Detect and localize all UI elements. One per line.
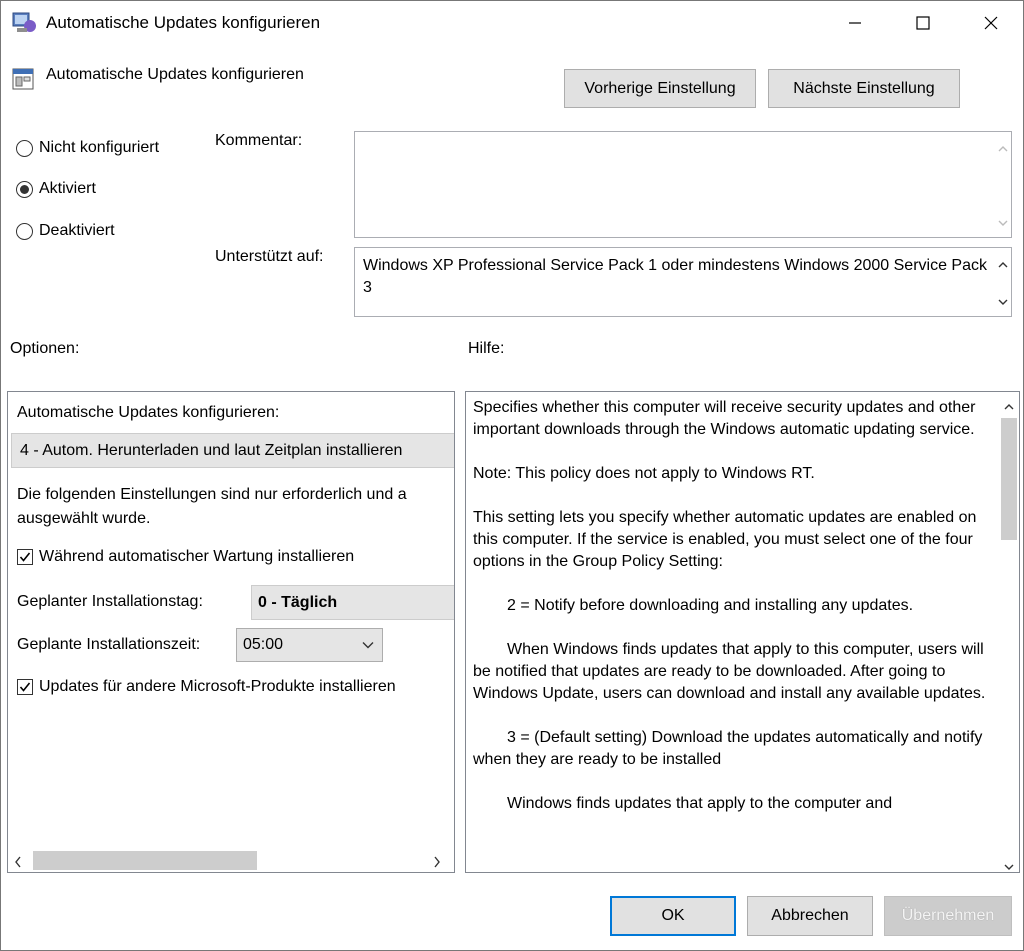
radio-circle[interactable] [16, 223, 33, 240]
ok-button[interactable]: OK [610, 896, 736, 936]
help-section-label: Hilfe: [468, 340, 505, 357]
checkmark-icon [19, 551, 31, 563]
maximize-icon [915, 15, 931, 31]
minimize-button[interactable] [832, 0, 878, 46]
supported-on-box [354, 247, 1012, 317]
settings-note-line1: Die folgenden Einstellungen sind nur erforderlich und a [17, 486, 407, 503]
radio-circle[interactable] [16, 140, 33, 157]
help-panel [465, 391, 1020, 873]
setting-title: Automatische Updates konfigurieren [46, 66, 304, 83]
help-text [473, 397, 995, 837]
apply-button: Übernehmen [884, 896, 1012, 936]
help-paragraph: Specifies whether this computer will receive security updates and other important downloads through the Windows automatic updating service. [473, 399, 976, 438]
scroll-down-arrow-icon[interactable] [994, 293, 1011, 310]
comment-textarea[interactable] [354, 131, 1012, 238]
other-products-checkbox[interactable] [17, 678, 396, 696]
scrollbar-thumb[interactable] [1001, 418, 1017, 540]
next-setting-button[interactable]: Nächste Einstellung [768, 69, 960, 108]
radio-label: Aktiviert [39, 180, 96, 197]
help-paragraph: This setting lets you specify whether automatic updates are enabled on this computer. If the service is enabled, you must select one of the four options in the Group Policy Setting: [473, 509, 977, 570]
policy-setting-icon [12, 68, 34, 90]
configure-updates-value: 4 - Autom. Herunterladen und laut Zeitplan installieren [20, 441, 403, 459]
radio-label: Deaktiviert [39, 222, 115, 239]
checkbox-box[interactable] [17, 549, 33, 565]
close-button[interactable] [968, 0, 1014, 46]
install-day-label: Geplanter Installationstag: [17, 593, 203, 610]
scroll-down-arrow-icon[interactable] [1004, 858, 1014, 866]
help-paragraph: 2 = Notify before downloading and installing any updates. [507, 597, 914, 614]
options-horizontal-scrollbar[interactable] [8, 849, 454, 873]
scroll-down-arrow-icon[interactable] [994, 214, 1011, 231]
chevron-down-icon [362, 641, 374, 649]
checkmark-icon [19, 681, 31, 693]
cancel-button[interactable]: Abbrechen [747, 896, 873, 936]
scroll-up-arrow-icon[interactable] [994, 256, 1011, 273]
radio-enabled[interactable] [16, 180, 96, 198]
radio-not-configured[interactable] [16, 139, 159, 157]
checkbox-box[interactable] [17, 679, 33, 695]
scroll-left-arrow-icon[interactable] [14, 855, 24, 867]
settings-note-line2: ausgewählt wurde. [17, 510, 151, 527]
install-day-combobox[interactable] [251, 585, 455, 620]
help-paragraph: When Windows finds updates that apply to this computer, users will be notified that updates are ready to be downloaded. After going to Windows Update, users can download and install any available updates. [473, 641, 986, 702]
group-policy-app-icon [12, 11, 38, 35]
maximize-button[interactable] [900, 0, 946, 46]
scrollbar-thumb[interactable] [33, 851, 257, 870]
supported-on-label: Unterstützt auf: [215, 248, 324, 265]
radio-label: Nicht konfiguriert [39, 139, 160, 156]
radio-disabled[interactable] [16, 222, 115, 240]
maintenance-install-checkbox[interactable] [17, 548, 354, 566]
scroll-right-arrow-icon[interactable] [433, 855, 443, 867]
configure-updates-combobox[interactable] [11, 433, 455, 468]
minimize-icon [847, 15, 863, 31]
scroll-up-arrow-icon[interactable] [994, 140, 1011, 157]
comment-value [355, 132, 1011, 140]
checkbox-label: Während automatischer Wartung installieren [39, 548, 355, 565]
install-time-select[interactable] [236, 628, 383, 662]
help-paragraph: Note: This policy does not apply to Windows RT. [473, 465, 815, 482]
comment-label: Kommentar: [215, 132, 303, 149]
radio-circle[interactable] [16, 181, 33, 198]
help-vertical-scrollbar[interactable] [999, 392, 1019, 872]
options-section-label: Optionen: [10, 340, 80, 357]
previous-setting-button[interactable]: Vorherige Einstellung [564, 69, 756, 108]
supported-on-value: Windows XP Professional Service Pack 1 oder mindestens Windows 2000 Service Pack 3 [363, 257, 987, 296]
help-paragraph: 3 = (Default setting) Download the updates automatically and notify when they are ready to be installed [473, 729, 983, 768]
comment-scrollbar[interactable] [994, 132, 1011, 237]
window-title: Automatische Updates konfigurieren [46, 13, 321, 32]
options-panel [7, 391, 455, 873]
install-time-value: 05:00 [243, 636, 284, 653]
supported-scrollbar[interactable] [994, 248, 1011, 316]
scroll-up-arrow-icon[interactable] [1004, 398, 1014, 406]
help-paragraph: Windows finds updates that apply to the computer and [507, 795, 893, 812]
install-time-label: Geplante Installationszeit: [17, 636, 201, 653]
checkbox-label: Updates für andere Microsoft-Produkte installieren [39, 678, 396, 695]
configure-updates-label: Automatische Updates konfigurieren: [17, 404, 280, 421]
install-day-value: 0 - Täglich [258, 593, 338, 611]
close-icon [983, 15, 999, 31]
